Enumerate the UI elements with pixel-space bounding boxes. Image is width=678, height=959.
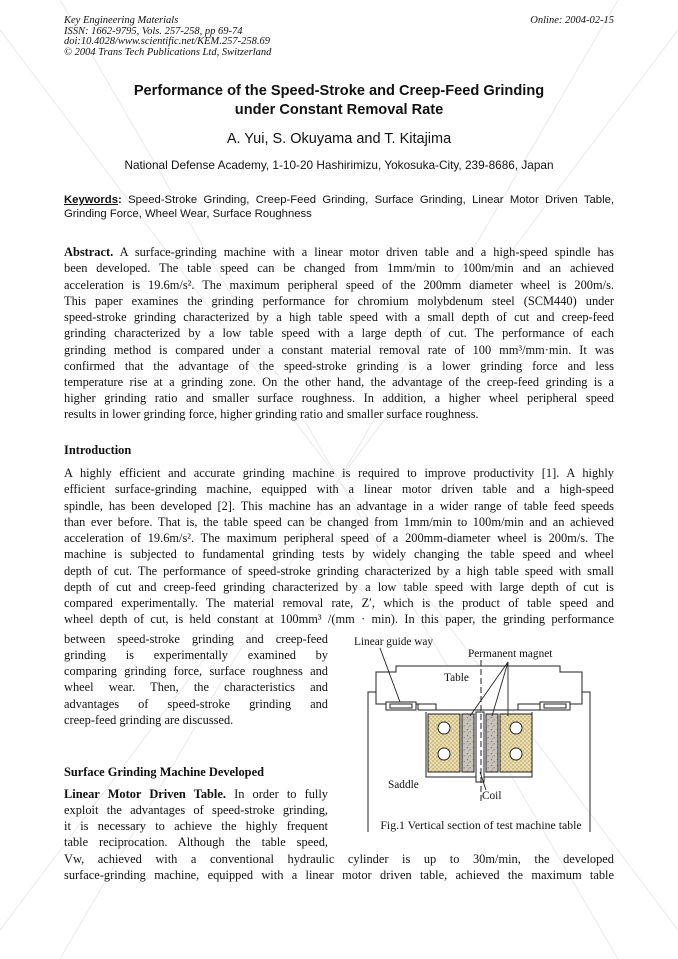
abstract-line: Abstract. A surface-grinding machine with a linear motor driven table and a high-speed spindle has	[64, 245, 615, 259]
intro-line: efficient surface-grinding machine, equipped with a linear motor driven table and a high-speed	[64, 482, 614, 496]
abstract-line: speed-stroke grinding characterized by a high table speed with a small depth of cut and creep-feed	[64, 310, 614, 324]
abstract-line: higher grinding ratio and smaller surface roughness. In addition, a higher wheel peripheral speed	[64, 391, 614, 405]
abstract-line: results in lower grinding force, higher grinding ratio and smaller surface roughness.	[64, 407, 479, 421]
abstract-label: Abstract.	[64, 245, 114, 259]
figure-caption: Fig.1 Vertical section of test machine table	[380, 818, 582, 832]
intro-line: depth of cut. The performance of speed-stroke grinding characterized by a high table speed with small	[64, 564, 614, 578]
keywords-label: Keywords	[64, 194, 118, 206]
label-saddle: Saddle	[388, 779, 419, 791]
intro-narrow-line: between speed-stroke grinding and creep-feed	[64, 632, 328, 646]
intro-narrow-line: comparing grinding force, surface roughness and	[64, 664, 328, 678]
issn-line: ISSN: 1662-9795, Vols. 257-258, pp 69-74	[64, 25, 243, 37]
journal-header	[64, 16, 614, 58]
abstract-line: acceleration is 19.6m/s². The maximum peripheral speed of the 200mm diameter wheel is 200m/s.	[64, 278, 614, 292]
abstract-line: grinding characterized by a low table speed with a large depth of cut. The performance of each	[64, 326, 614, 340]
intro-line: depth of cut and creep-feed grinding characterized by a low table speed with large depth of cut is	[64, 580, 614, 594]
paper-title	[64, 82, 614, 120]
doi-line[interactable]: doi:10.4028/www.scientific.net/KEM.257-258.69	[64, 36, 270, 48]
title-line-2: under Constant Removal Rate	[234, 102, 444, 118]
journal-name: Key Engineering Materials	[64, 15, 179, 26]
intro-narrow-line: grinding is experimentally examined by	[64, 648, 328, 662]
machine-line: surface-grinding machine, equipped with a linear motor driven table, achieved the maximum table	[64, 868, 614, 882]
machine-narrow-line: Linear Motor Driven Table. In order to fully	[64, 787, 329, 801]
machine-narrow-line: table reciprocation. Although the table speed,	[64, 835, 328, 849]
intro-line: spindle, has been developed [2]. This machine has an advantage in a wider range of table feed speeds	[64, 499, 614, 513]
title-line-1: Performance of the Speed-Stroke and Creep-Feed Grinding	[133, 83, 545, 99]
subsection-label: Linear Motor Driven Table.	[64, 787, 226, 801]
abstract-line: grinding method is compared under a constant material removal rate of 100 mm³/mm·min. It was	[64, 343, 614, 357]
abstract-line: temperature rise at a grinding zone. On the other hand, the advantage of the creep-feed grinding is a	[64, 375, 614, 389]
machine-line: Vw, achieved with a conventional hydraulic cylinder is up to 30m/min, the developed	[64, 852, 614, 866]
figure-1	[340, 632, 622, 837]
affiliation: National Defense Academy, 1-10-20 Hashirimizu, Yokosuka-City, 239-8686, Japan	[124, 158, 554, 172]
online-date: Online: 2004-02-15	[530, 15, 614, 26]
intro-line: A highly efficient and accurate grinding machine is required to improve productivity [1]. A highly	[64, 466, 614, 480]
intro-line: acceleration of 19.6m/s². The maximum peripheral speed of a 200mm-diameter wheel is 200m/s. The	[64, 531, 614, 545]
abstract-line: confirmed that the advantage of the speed-stroke grinding is a lower grinding force and less	[64, 359, 614, 373]
machine-narrow-line: it is necessary to achieve the highly frequent	[64, 819, 328, 833]
label-permanent-magnet: Permanent magnet	[468, 648, 553, 660]
intro-narrow-line: wheel wear. Then, the characteristics and	[64, 680, 328, 694]
intro-line: wheel depth of cut, is held constant at 100mm³ /(mm · min). In this paper, the grinding performance	[64, 612, 614, 626]
authors: A. Yui, S. Okuyama and T. Kitajima	[226, 131, 452, 147]
intro-narrow-line: advantages of speed-stroke grinding and	[64, 697, 328, 711]
machine-section-heading: Surface Grinding Machine Developed	[64, 765, 264, 779]
table-section-diagram	[340, 632, 622, 837]
keywords-text: Speed-Stroke Grinding, Creep-Feed Grinding, Surface Grinding, Linear Motor Driven Table, Grinding Force, Wheel Wear, Surface Roughness	[64, 194, 614, 221]
intro-line: machine is subjected to fundamental grinding tests by widely changing the table speed and wheel	[64, 547, 614, 561]
intro-narrow-line: creep-feed grinding are discussed.	[64, 713, 234, 727]
copyright-line: © 2004 Trans Tech Publications Ltd, Switzerland	[64, 46, 272, 58]
label-table: Table	[444, 672, 469, 684]
keywords: Keywords: Speed-Stroke Grinding, Creep-Feed Grinding, Surface Grinding, Linear Motor Driven Table, Grinding Force, Wheel Wear, Surface Roughness	[64, 194, 614, 221]
abstract-line: This paper examines the grinding performance for chromium molybdenum steel (SCM440) under	[64, 294, 614, 308]
abstract-line: been developed. The table speed can be changed from 1mm/min to 100m/min and an achieved	[64, 261, 614, 275]
label-linear-guide-way: Linear guide way	[354, 636, 434, 648]
intro-line: than ever before. That is, the table speed can be changed from 1mm/min to 100m/min and an achieved	[64, 515, 614, 529]
intro-line: compared experimentally. The material removal rate, Z′, which is the product of table speed and	[64, 596, 614, 610]
introduction-heading: Introduction	[64, 443, 132, 457]
label-coil: Coil	[482, 790, 502, 802]
machine-narrow-line: exploit the advantages of speed-stroke grinding,	[64, 803, 328, 817]
